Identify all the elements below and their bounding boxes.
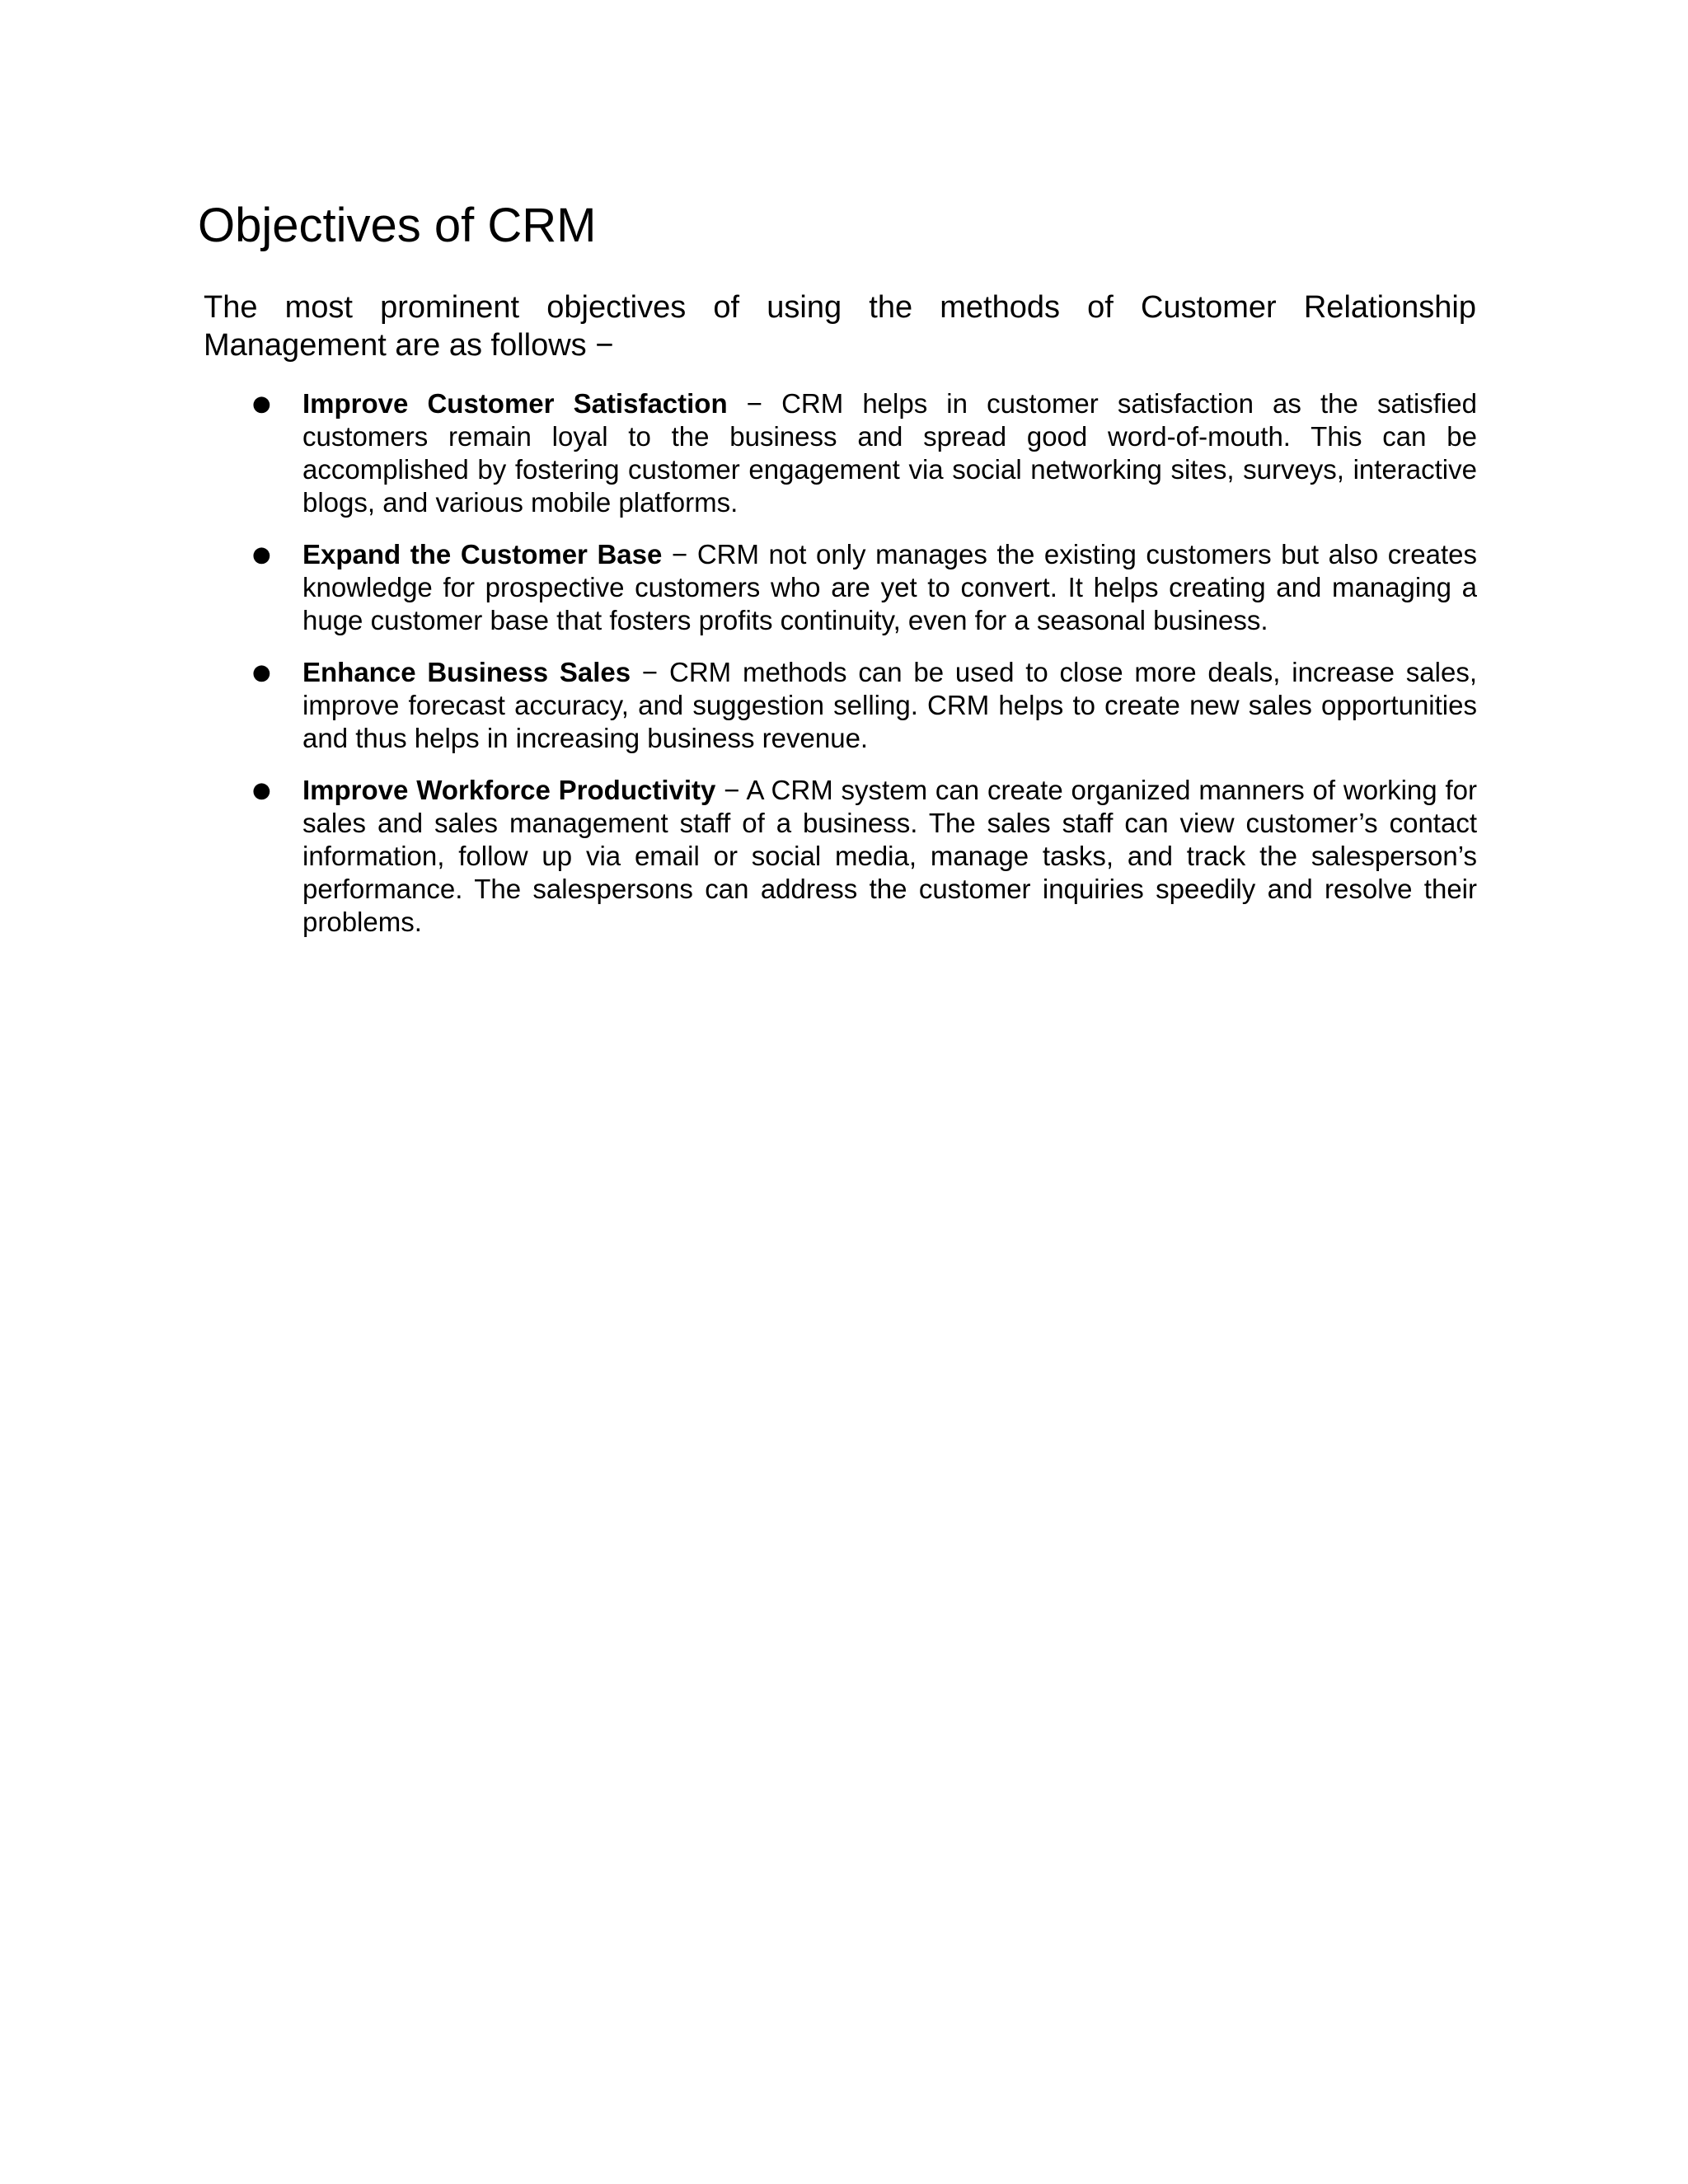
- objective-term: Enhance Business Sales: [302, 657, 631, 687]
- objective-term: Improve Workforce Productivity: [302, 775, 716, 805]
- intro-paragraph: The most prominent objectives of using the methods of Customer Relationship Management are as follows −: [204, 290, 1476, 363]
- list-item: [0, 656, 1688, 755]
- objective-term: Expand the Customer Base: [302, 539, 663, 569]
- bullet-icon: ●: [252, 778, 271, 803]
- page-title: Objectives of CRM: [198, 199, 597, 252]
- list-item-text: [302, 656, 1477, 755]
- bullet-icon: ●: [252, 391, 271, 416]
- objective-description: − CRM methods can be used to close more deals, increase sales, improve forecast accuracy, and suggestion selling. CRM helps to create new sales opportunities and thus helps in increasing business revenue.: [302, 657, 1477, 753]
- list-item: [0, 774, 1688, 939]
- bullet-icon: ●: [252, 542, 271, 567]
- list-item: [0, 538, 1688, 637]
- objective-description: − CRM not only manages the existing customers but also creates knowledge for prospective customers who are yet to convert. It helps creating and managing a huge customer base that fosters profits continuity, even for a seasonal business.: [302, 539, 1477, 635]
- list-item: [0, 387, 1688, 519]
- objectives-list: [0, 387, 1688, 958]
- list-item-text: [302, 538, 1477, 637]
- objective-description: − CRM helps in customer satisfaction as the satisfied customers remain loyal to the business and spread good word-of-mouth. This can be accomplished by fostering customer engagement via social networking sites, surveys, interactive blogs, and various mobile platforms.: [302, 388, 1477, 518]
- objective-term: Improve Customer Satisfaction: [302, 388, 728, 419]
- bullet-icon: ●: [252, 660, 271, 685]
- list-item-text: [302, 774, 1477, 939]
- list-item-text: [302, 387, 1477, 519]
- objective-description: − A CRM system can create organized manners of working for sales and sales management staff of a business. The sales staff can view customer’s contact information, follow up via email or social media, manage tasks, and track the salesperson’s performance. The salespersons can address the customer inquiries speedily and resolve their problems.: [302, 775, 1477, 937]
